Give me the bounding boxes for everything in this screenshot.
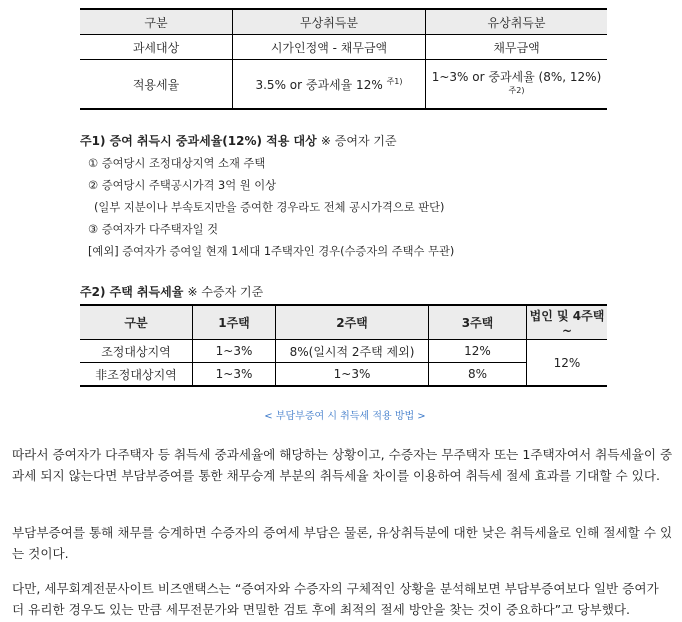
row-label: 非조정대상지역 xyxy=(80,363,193,387)
free-acquisition-cell xyxy=(233,60,426,110)
note1-title-text: 주1) 증여 취득시 중과세율(12%) 적용 대상 xyxy=(80,134,317,148)
row-label: 조정대상지역 xyxy=(80,340,193,363)
note1-line: (일부 지분이나 부속토지만을 증여한 경우라도 전체 공시가격으로 판단) xyxy=(94,201,445,214)
rate-cell: 1~3% xyxy=(276,363,429,387)
note1-title xyxy=(80,132,610,149)
table-row xyxy=(80,340,607,363)
gift-tax-table xyxy=(80,8,607,110)
note2-title xyxy=(80,283,610,300)
footnote-marker: 주1) xyxy=(386,76,403,86)
table-row xyxy=(80,35,607,60)
acquisition-tax-rate-table xyxy=(80,304,607,387)
rate-cell: 1~3% xyxy=(193,363,276,387)
note1-line: ③ 증여자가 다주택자일 것 xyxy=(88,223,219,236)
header-cell: 구분 xyxy=(80,305,193,340)
header-cell: 법인 및 4주택~ xyxy=(527,305,608,340)
header-cell: 무상취득분 xyxy=(233,9,426,35)
free-acquisition-cell: 시가인정액 - 채무금액 xyxy=(233,35,426,60)
table-header-row xyxy=(80,9,607,35)
paid-acquisition-cell: 채무금액 xyxy=(426,35,608,60)
note1-title-extra: ※ 증여자 기준 xyxy=(320,134,397,148)
rate-cell: 12% xyxy=(429,340,527,363)
rate-cell: 8% xyxy=(429,363,527,387)
header-cell: 구분 xyxy=(80,9,233,35)
article-paragraph: 다만, 세무회계전문사이트 비즈앤택스는 “증여자와 수증자의 구체적인 상황을 분석해보면 부담부증여보다 일반 증여가 더 유리한 경우도 있는 만큼 세무전문가와 면밀한 검토 후에 최적의 절세 방안을 찾는 것이 중요하다”고 당부했다. xyxy=(12,581,659,617)
table-header-row xyxy=(80,305,607,340)
article-paragraph: 부담부증여를 통해 채무를 승계하면 수증자의 증여세 부담은 물론, 유상취득분에 대한 낮은 취득세율로 인해 절세할 수 있는 것이다. xyxy=(12,525,673,561)
footnote-marker: 주2) xyxy=(508,85,525,95)
note2-title-text: 주2) 주택 취득세율 xyxy=(80,285,184,299)
note1-line: ① 증여당시 조정대상지역 소재 주택 xyxy=(88,157,266,170)
header-cell: 1주택 xyxy=(193,305,276,340)
paid-rate-text: 1~3% or 중과세율 (8%, 12%) xyxy=(431,69,602,84)
note2-title-extra: ※ 수증자 기준 xyxy=(187,285,264,299)
merged-rate-cell: 12% xyxy=(527,340,608,387)
figure-caption: < 부담부증여 시 취득세 적용 방법 > xyxy=(264,411,426,422)
rate-cell: 1~3% xyxy=(193,340,276,363)
rate-cell: 8%(일시적 2주택 제외) xyxy=(276,340,429,363)
row-label: 과세대상 xyxy=(80,35,233,60)
row-label: 적용세율 xyxy=(80,60,233,110)
note1-line: [예외] 증여자가 증여일 현재 1세대 1주택자인 경우(수증자의 주택수 무관) xyxy=(88,245,455,258)
header-cell: 3주택 xyxy=(429,305,527,340)
table-row xyxy=(80,60,607,110)
article-paragraph: 따라서 증여자가 다주택자 등 취득세 중과세율에 해당하는 상황이고, 수증자는 무주택자 또는 1주택자여서 취득세율이 중과세 되지 않는다면 부담부증여를 통한 채무승계 부분의 취득세율 차이를 이용하여 취득세 절세 효과를 기대할 수 있다. xyxy=(12,447,673,483)
paid-acquisition-cell xyxy=(426,60,608,110)
tax-table-figure xyxy=(80,8,610,422)
note1-line: ② 증여당시 주택공시가격 3억 원 이상 xyxy=(88,179,277,192)
free-rate-text: 3.5% or 중과세율 12% xyxy=(255,77,383,92)
header-cell: 유상취득분 xyxy=(426,9,608,35)
header-cell: 2주택 xyxy=(276,305,429,340)
